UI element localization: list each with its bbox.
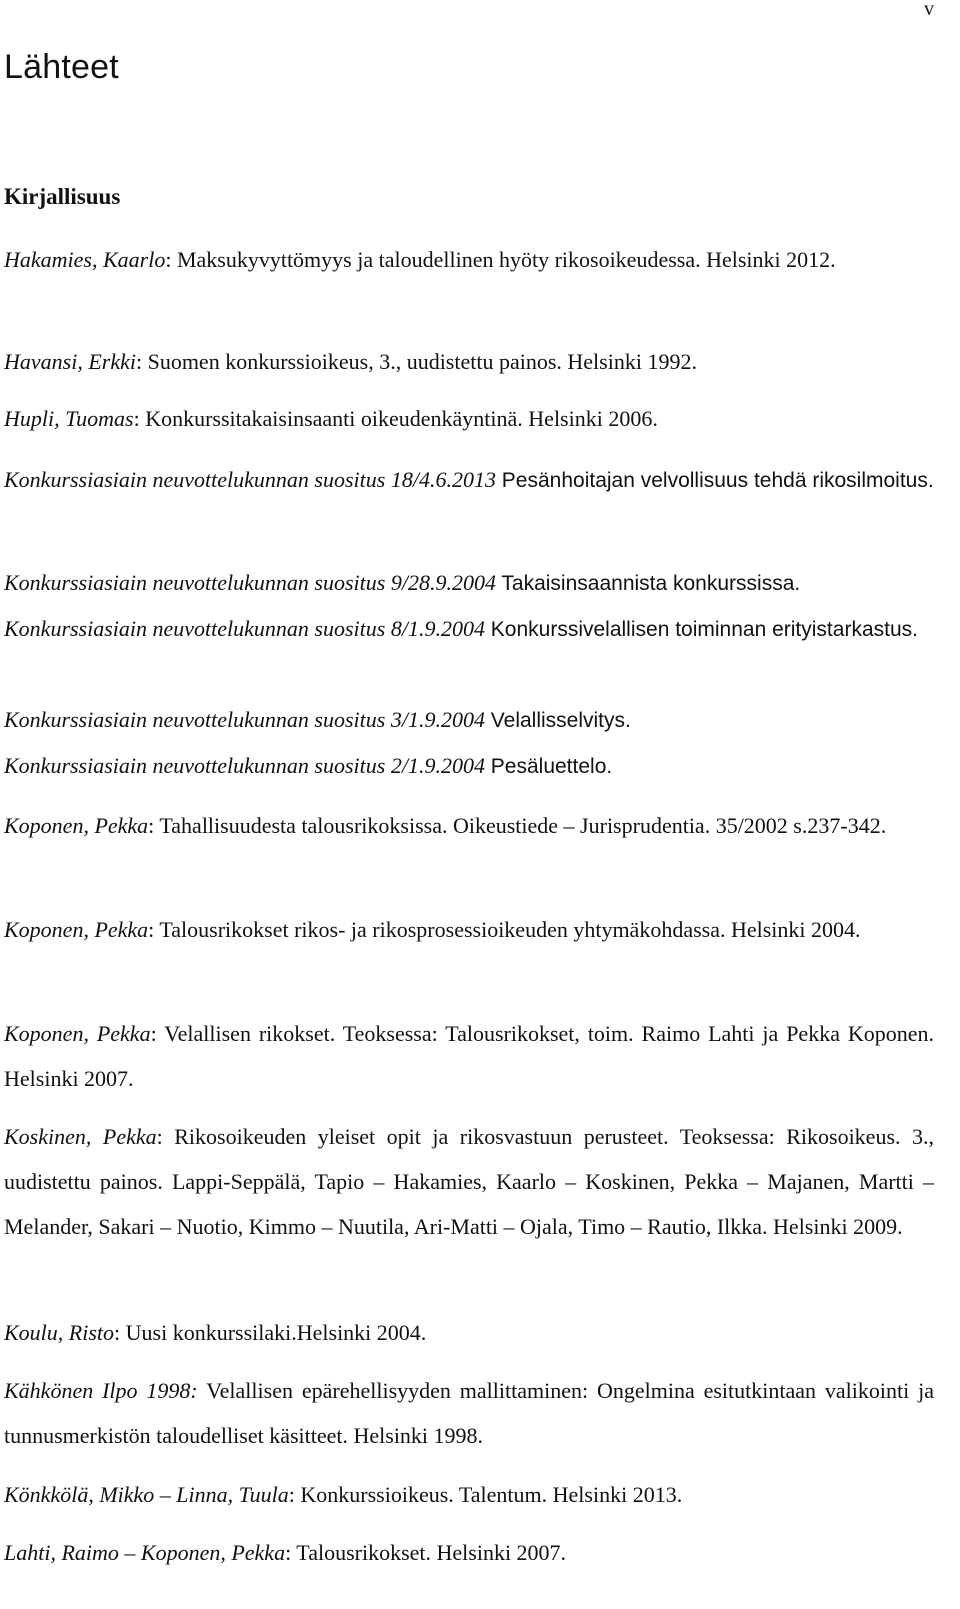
reference-text: : Rikosoikeuden yleiset opit ja rikosvastuun perusteet. Teoksessa: Rikosoikeus. 3., uudistettu painos. Lappi-Seppälä, Tapio – Hakamies, Kaarlo – Koskinen, Pekka – Majanen, Martti – Melander, Sakari – Nuotio, Kimmo – Nuutila, Ari-Matti – Ojala, Timo – Rautio, Ilkka. Helsinki 2009. xyxy=(4,1124,935,1239)
reference-author: Koulu, Risto xyxy=(4,1320,115,1345)
reference-author: Koponen, Pekka xyxy=(4,813,149,838)
reference-author: Havansi, Erkki xyxy=(4,349,136,374)
reference-item xyxy=(4,560,934,606)
reference-author: Könkkölä, Mikko – Linna, Tuula xyxy=(4,1482,289,1507)
reference-author: Hupli, Tuomas xyxy=(4,406,134,431)
page-number: v xyxy=(924,0,934,20)
reference-item xyxy=(4,1472,934,1517)
reference-item xyxy=(4,396,934,441)
page-title: Lähteet xyxy=(4,48,119,86)
reference-author: Koponen, Pekka xyxy=(4,917,149,942)
reference-text: : Velallisen rikokset. Teoksessa: Talousrikokset, toim. Raimo Lahti ja Pekka Koponen. Helsinki 2007. xyxy=(4,1021,935,1091)
reference-item xyxy=(4,606,934,652)
reference-text: : Talousrikokset rikos- ja rikosprosessioikeuden yhtymäkohdassa. Helsinki 2004. xyxy=(148,917,861,942)
reference-author: Lahti, Raimo – Koponen, Pekka xyxy=(4,1540,286,1565)
reference-author: Kähkönen Ilpo 1998: xyxy=(4,1378,198,1403)
reference-item xyxy=(4,1310,934,1355)
reference-author: Koskinen, Pekka xyxy=(4,1124,157,1149)
reference-item xyxy=(4,1011,934,1101)
reference-text: Velallisen epärehellisyyden mallittaminen: Ongelmina esitutkintaan valikointi ja tunnusmerkistön taloudelliset käsitteet. Helsinki 1998. xyxy=(4,1378,934,1448)
reference-author: Konkurssiasiain neuvottelukunnan suositus 8/1.9.2004 xyxy=(4,616,485,641)
reference-item xyxy=(4,803,934,848)
reference-author: Konkurssiasiain neuvottelukunnan suositus 3/1.9.2004 xyxy=(4,707,485,732)
reference-text: : Talousrikokset. Helsinki 2007. xyxy=(285,1540,567,1565)
reference-author: Konkurssiasiain neuvottelukunnan suositus 9/28.9.2004 xyxy=(4,570,496,595)
reference-text: Takaisinsaannista konkurssissa. xyxy=(495,572,801,595)
reference-author: Konkurssiasiain neuvottelukunnan suositus 2/1.9.2004 xyxy=(4,753,485,778)
reference-text: : Maksukyvyttömyys ja taloudellinen hyöty rikosoikeudessa. Helsinki 2012. xyxy=(165,247,836,272)
reference-text: : Suomen konkurssioikeus, 3., uudistettu painos. Helsinki 1992. xyxy=(135,349,697,374)
reference-item xyxy=(4,457,934,503)
reference-item xyxy=(4,1530,934,1575)
reference-item xyxy=(4,697,934,743)
reference-item xyxy=(4,743,934,789)
reference-item xyxy=(4,339,934,384)
reference-author: Konkurssiasiain neuvottelukunnan suositus 18/4.6.2013 xyxy=(4,467,496,492)
section-heading: Kirjallisuus xyxy=(4,184,121,209)
reference-text: : Konkurssitakaisinsaanti oikeudenkäyntinä. Helsinki 2006. xyxy=(133,406,658,431)
reference-text: : Konkurssioikeus. Talentum. Helsinki 2013. xyxy=(288,1482,683,1507)
reference-item xyxy=(4,907,934,952)
reference-text: Velallisselvitys. xyxy=(484,709,631,732)
reference-text: Pesänhoitajan velvollisuus tehdä rikosilmoitus. xyxy=(495,469,934,492)
reference-text: : Uusi konkurssilaki.Helsinki 2004. xyxy=(114,1320,427,1345)
reference-author: Hakamies, Kaarlo xyxy=(4,247,166,272)
reference-item xyxy=(4,237,934,282)
reference-text: Konkurssivelallisen toiminnan erityistarkastus. xyxy=(484,618,918,641)
reference-item xyxy=(4,1114,934,1249)
reference-author: Koponen, Pekka xyxy=(4,1021,151,1046)
reference-item xyxy=(4,1368,934,1458)
reference-text: Pesäluettelo. xyxy=(484,755,613,778)
reference-text: : Tahallisuudesta talousrikoksissa. Oikeustiede – Jurisprudentia. 35/2002 s.237-342. xyxy=(148,813,887,838)
